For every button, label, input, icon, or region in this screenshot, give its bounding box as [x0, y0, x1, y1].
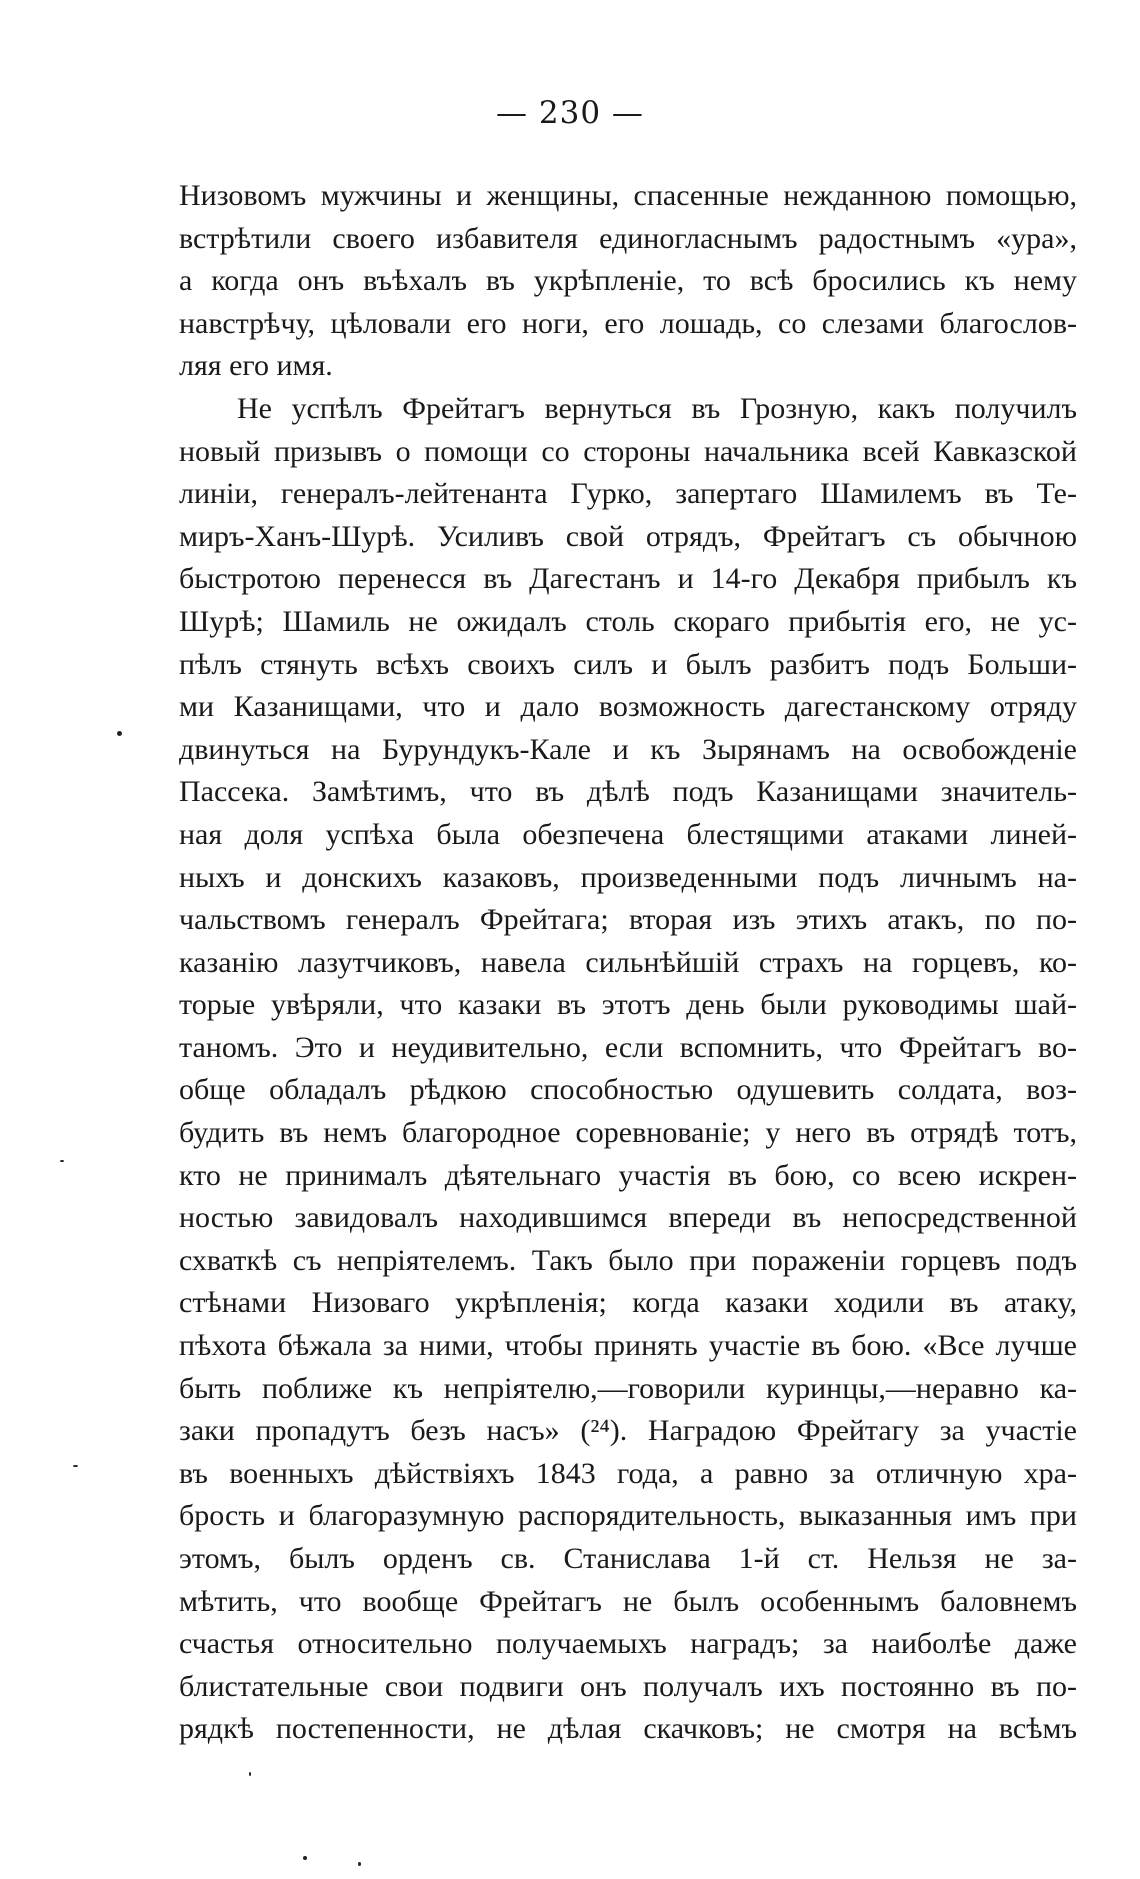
text-line: встрѣтили своего избавителя единогласнымъ радостнымъ «ура», [179, 221, 1077, 255]
text-line: брость и благоразумную распорядительность, выказанныя имъ при [179, 1499, 1077, 1533]
text-line: ныхъ и донскихъ казаковъ, произведенными подъ личнымъ на- [179, 860, 1077, 894]
text-line: заки пропадутъ безъ насъ» (²⁴). Наградою Фрейтагу за участіе [179, 1414, 1077, 1448]
text-line: ная доля успѣха была обезпечена блестящими атаками линей- [179, 817, 1077, 851]
text-line: новый призывъ о помощи со стороны начальника всей Кавказской [179, 434, 1077, 468]
text-line: стѣнами Низоваго укрѣпленія; когда казаки ходили въ атаку, [179, 1286, 1077, 1320]
text-line: двинуться на Бурундукъ-Кале и къ Зырянамъ на освобожденіе [179, 732, 1077, 766]
text-line: казанію лазутчиковъ, навела сильнѣйшій страхъ на горцевъ, ко- [179, 945, 1077, 979]
text-line: Шурѣ; Шамиль не ожидалъ столь скораго прибытія его, не ус- [179, 604, 1077, 638]
text-line: быть поближе къ непріятелю,—говорили куринцы,—неравно ка- [179, 1371, 1077, 1405]
text-line: ностью завидовалъ находившимся впереди въ непосредственной [179, 1201, 1077, 1235]
scan-speck [60, 1160, 64, 1162]
text-line: схваткѣ съ непріятелемъ. Такъ было при пораженіи горцевъ подъ [179, 1243, 1077, 1277]
scan-speck [303, 1856, 307, 1860]
text-line: ляя его имя. [179, 349, 333, 383]
text-line: пѣхота бѣжала за ними, чтобы принять участіе въ бою. «Все лучше [179, 1329, 1077, 1363]
text-line: Пассека. Замѣтимъ, что въ дѣлѣ подъ Казанищами значитель- [179, 775, 1077, 809]
text-line: навстрѣчу, цѣловали его ноги, его лошадь, со слезами благослов- [179, 306, 1077, 340]
text-line: миръ-Ханъ-Шурѣ. Усиливъ свой отрядъ, Фрейтагъ съ обычною [179, 519, 1077, 553]
text-line: въ военныхъ дѣйствіяхъ 1843 года, а равно за отличную хра- [179, 1456, 1077, 1490]
text-line: торые увѣряли, что казаки въ этотъ день были руководимы шай- [179, 988, 1077, 1022]
text-line: счастья относительно получаемыхъ наградъ; за наиболѣе даже [179, 1627, 1077, 1661]
text-line: обще обладалъ рѣдкою способностью одушевить солдата, воз- [179, 1073, 1077, 1107]
scan-speck [358, 1862, 361, 1866]
text-line: а когда онъ въѣхалъ въ укрѣпленіе, то всѣ бросились къ нему [179, 264, 1077, 298]
text-line: ми Казанищами, что и дало возможность дагестанскому отряду [179, 690, 1077, 724]
text-line: этомъ, былъ орденъ св. Станислава 1-й ст. Нельзя не за- [179, 1542, 1077, 1575]
text-line: рядкѣ постепенности, не дѣлая скачковъ; не смотря на всѣмъ [179, 1712, 1077, 1746]
scan-speck [73, 1465, 78, 1467]
scan-speck [249, 1772, 251, 1776]
scan-speck [117, 731, 122, 736]
text-line: линіи, генералъ-лейтенанта Гурко, запертаго Шамилемъ въ Те- [179, 477, 1077, 511]
text-line: таномъ. Это и неудивительно, если вспомнить, что Фрейтагъ во- [179, 1030, 1077, 1064]
paragraph-1 [179, 175, 1077, 388]
text-line: кто не принималъ дѣятельнаго участія въ бою, со всею искрен- [179, 1158, 1077, 1192]
body-text [179, 175, 1077, 1751]
text-line: быстротою перенесся въ Дагестанъ и 14-го Декабря прибылъ къ [179, 562, 1077, 596]
text-line: блистательные свои подвиги онъ получалъ ихъ постоянно въ по- [179, 1669, 1077, 1703]
text-line: Низовомъ мужчины и женщины, спасенные нежданною помощью, [179, 179, 1077, 212]
text-line: Не успѣлъ Фрейтагъ вернуться въ Грозную, какъ получилъ [237, 391, 1077, 425]
page-number: — 230 — [496, 95, 644, 131]
text-line: мѣтить, что вообще Фрейтагъ не былъ особеннымъ баловнемъ [179, 1584, 1077, 1618]
text-line: пѣлъ стянуть всѣхъ своихъ силъ и былъ разбитъ подъ Больши- [179, 647, 1077, 681]
text-line: чальствомъ генералъ Фрейтага; вторая изъ этихъ атакъ, по по- [179, 903, 1077, 937]
paragraph-2 [179, 388, 1077, 1751]
text-line: будить въ немъ благородное соревнованіе; у него въ отрядѣ тотъ, [179, 1116, 1077, 1150]
